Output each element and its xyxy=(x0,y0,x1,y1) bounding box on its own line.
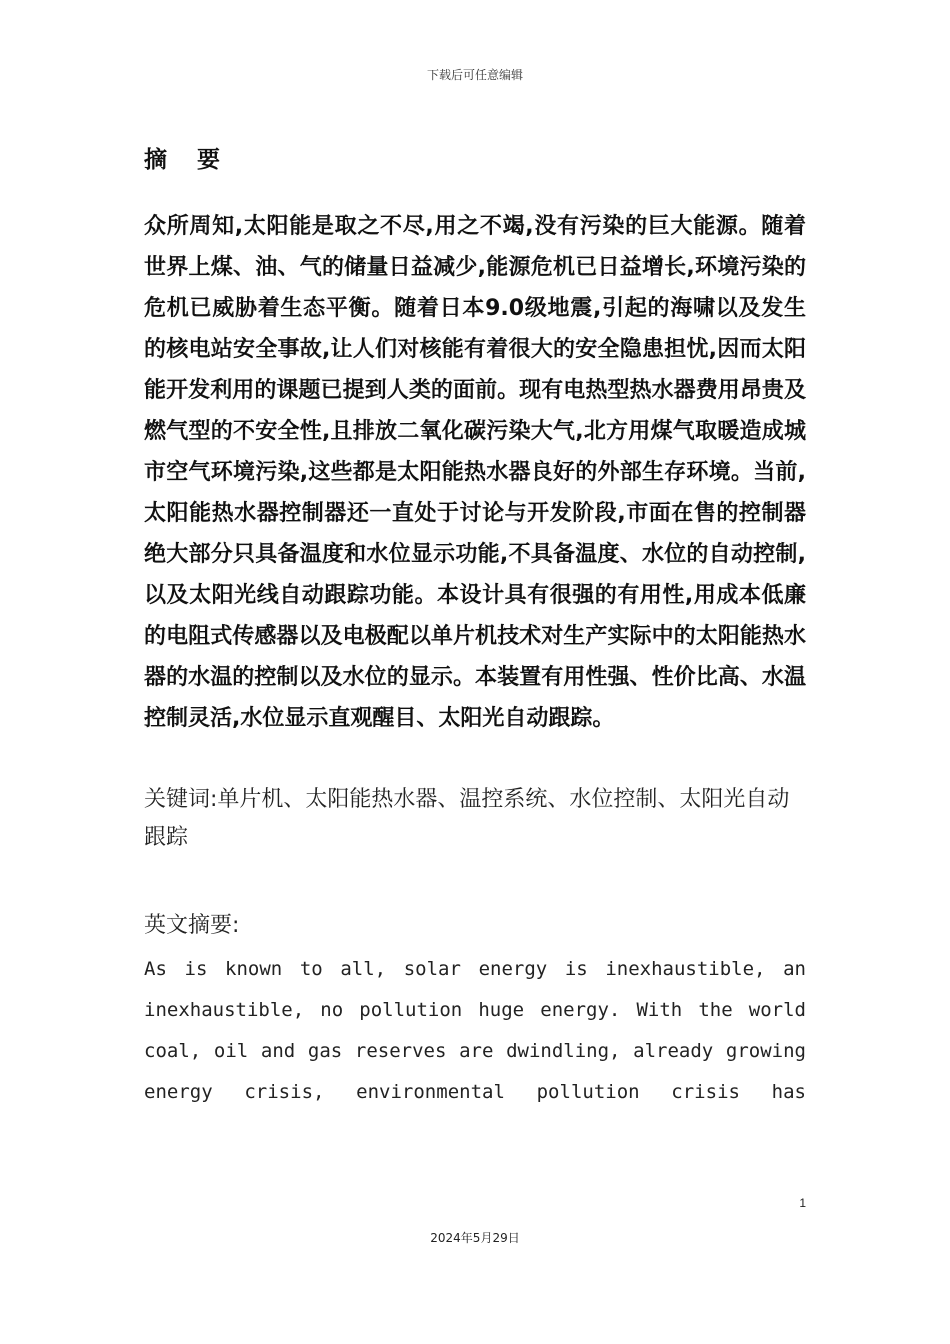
page-content xyxy=(144,140,806,1113)
footer-date: 2024年5月29日 xyxy=(430,1231,520,1245)
header-note: 下载后可任意编辑 xyxy=(426,68,523,82)
keywords-line: 关键词:单片机、太阳能热水器、温控系统、水位控制、太阳光自动跟踪 xyxy=(144,787,790,850)
english-abstract: As is known to all, solar energy is inexhaustible, an inexhaustible, no pollution huge energy. With the world coal, oil and gas reserves are dwindling, already growing energy crisis, environmental pollution crisis has xyxy=(144,958,806,1103)
page-title: 摘要 xyxy=(144,147,250,173)
page-number: 1 xyxy=(799,1196,806,1210)
english-abstract-heading: 英文摘要: xyxy=(144,913,240,938)
chinese-abstract: 众所周知,太阳能是取之不尽,用之不竭,没有污染的巨大能源。随着世界上煤、油、气的储量日益减少,能源危机已日益增长,环境污染的危机已威胁着生态平衡。随着日本9.0级地震,引起的海啸以及发生的核电站安全事故,让人们对核能有着很大的安全隐患担忧,因而太阳能开发利用的课题已提到人类的面前。现有电热型热水器费用昂贵及燃气型的不安全性,且排放二氧化碳污染大气,北方用煤气取暖造成城市空气环境污染,这些都是太阳能热水器良好的外部生存环境。当前,太阳能热水器控制器还一直处于讨论与开发阶段,市面在售的控制器绝大部分只具备温度和水位显示功能,不具备温度、水位的自动控制,以及太阳光线自动跟踪功能。本设计具有很强的有用性,用成本低廉的电阻式传感器以及电极配以单片机技术对生产实际中的太阳能热水器的水温的控制以及水位的显示。本装置有用性强、性价比高、水温控制灵活,水位显示直观醒目、太阳光自动跟踪。 xyxy=(144,214,806,731)
